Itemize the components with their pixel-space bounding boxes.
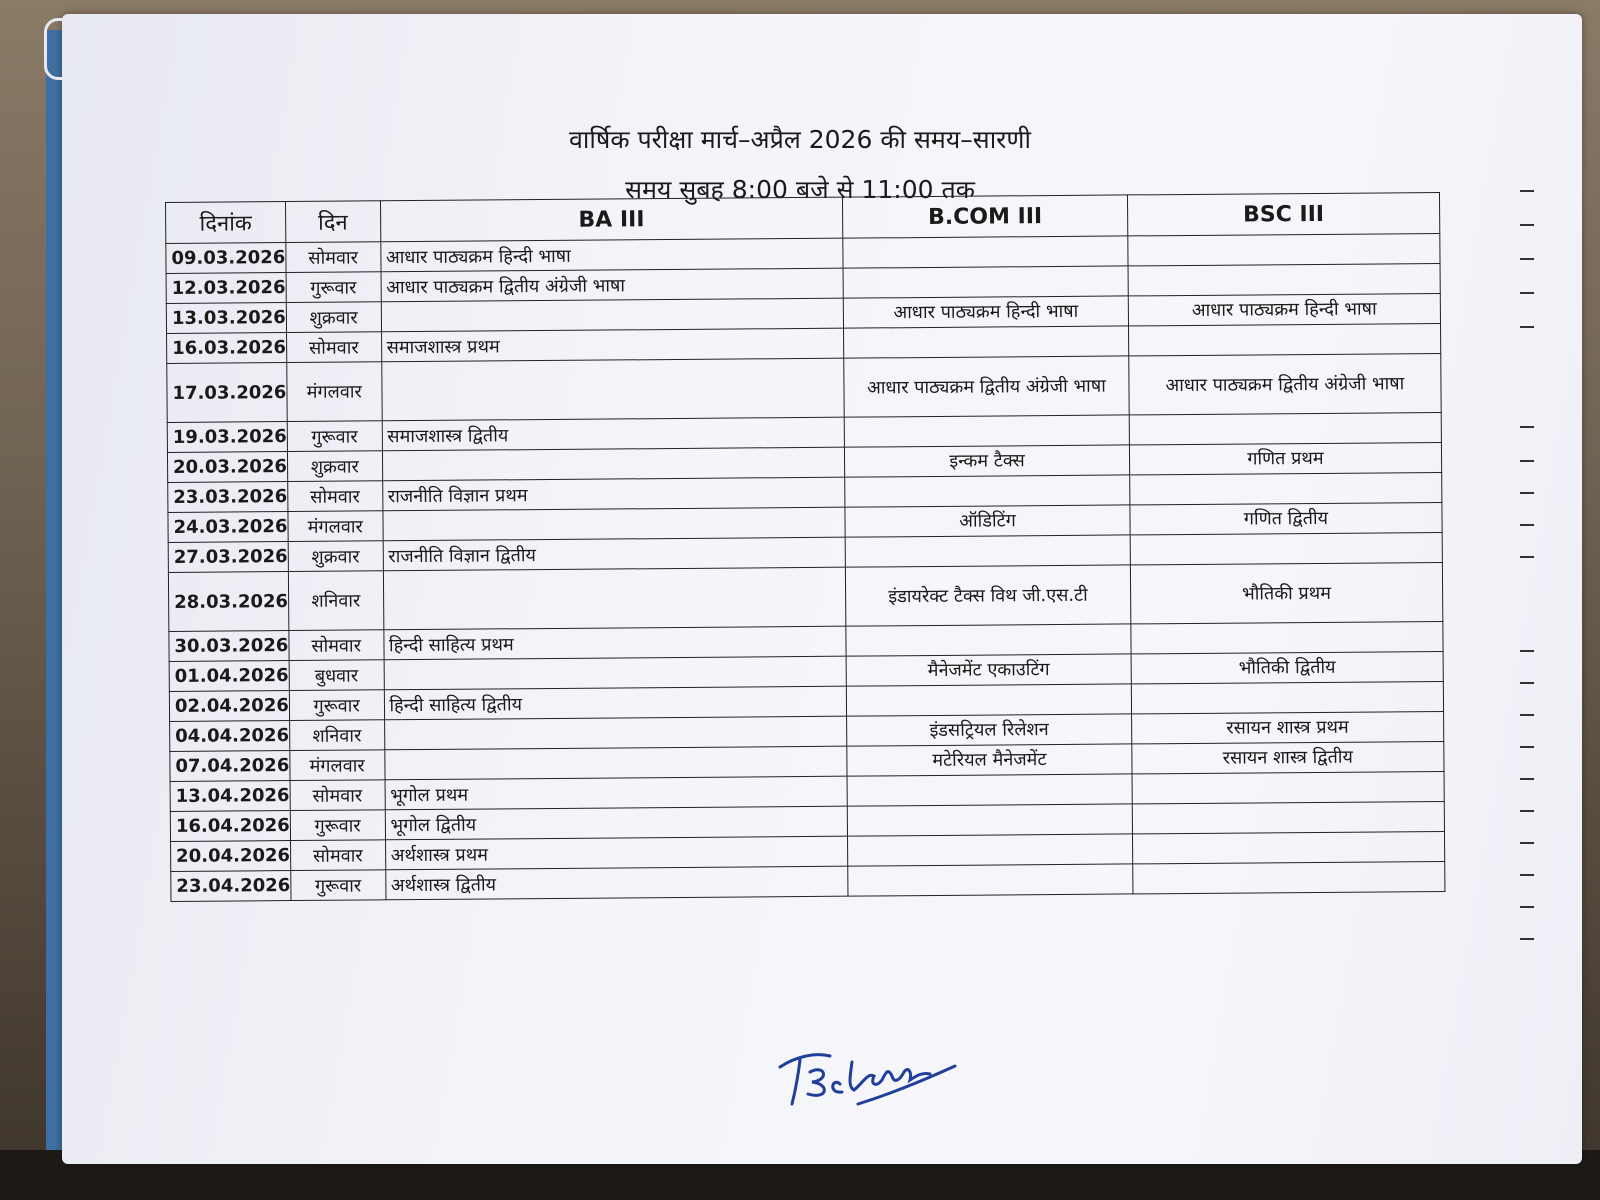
day-cell: सोमवार <box>288 481 383 512</box>
bcom-iii-cell <box>846 624 1131 656</box>
day-cell: गुरूवार <box>289 690 384 721</box>
bcom-iii-cell <box>847 804 1132 836</box>
ba-iii-cell: अर्थशास्त्र प्रथम <box>385 836 848 870</box>
bcom-iii-cell: इंडायरेक्ट टैक्स विथ जी.एस.टी <box>846 565 1131 626</box>
date-cell: 23.04.2026 <box>171 871 291 902</box>
day-cell: गुरूवार <box>286 272 381 303</box>
header-bsc-iii: BSC III <box>1127 192 1439 235</box>
bcom-iii-cell: इंडसट्रियल रिलेशन <box>847 714 1132 746</box>
day-cell: गुरूवार <box>291 870 386 901</box>
day-cell: मंगलवार <box>288 511 383 542</box>
day-cell: शुक्रवार <box>286 302 381 333</box>
bsc-iii-cell <box>1128 263 1440 295</box>
torn-edge-marks <box>1510 180 1550 960</box>
bsc-iii-cell <box>1130 472 1442 504</box>
day-cell: गुरूवार <box>287 421 382 452</box>
date-cell: 30.03.2026 <box>169 631 289 662</box>
exam-timing: समय सुबह 8:00 बजे से 11:00 तक <box>625 175 975 204</box>
bsc-iii-cell <box>1131 621 1443 653</box>
ba-iii-cell: भूगोल प्रथम <box>385 776 848 810</box>
day-cell: शुक्रवार <box>288 541 383 572</box>
date-cell: 07.04.2026 <box>170 751 290 782</box>
date-cell: 28.03.2026 <box>168 572 288 632</box>
date-cell: 17.03.2026 <box>167 363 287 423</box>
exam-schedule-table <box>165 192 1445 902</box>
header-date: दिनांक <box>166 202 286 244</box>
bcom-iii-cell: मटेरियल मैनेजमेंट <box>847 744 1132 776</box>
bcom-iii-cell <box>847 774 1132 806</box>
ba-iii-cell: राजनीति विज्ञान द्वितीय <box>383 537 846 571</box>
bcom-iii-cell <box>844 326 1129 358</box>
date-cell: 13.03.2026 <box>166 303 286 334</box>
day-cell: मंगलवार <box>287 362 382 422</box>
day-cell: सोमवार <box>290 780 385 811</box>
day-cell: शुक्रवार <box>287 451 382 482</box>
day-cell: मंगलवार <box>290 750 385 781</box>
bcom-iii-cell: ऑडिटिंग <box>845 505 1130 537</box>
bsc-iii-cell <box>1128 233 1440 265</box>
table-row <box>168 562 1442 631</box>
ba-iii-cell: समाजशास्त्र प्रथम <box>381 328 844 362</box>
bcom-iii-cell <box>848 864 1133 896</box>
bsc-iii-cell <box>1131 681 1443 713</box>
date-cell: 04.04.2026 <box>170 721 290 752</box>
date-cell: 02.04.2026 <box>169 691 289 722</box>
bcom-iii-cell <box>845 535 1130 567</box>
bsc-iii-cell: भौतिकी द्वितीय <box>1131 651 1443 683</box>
date-cell: 27.03.2026 <box>168 542 288 573</box>
bcom-iii-cell <box>846 684 1131 716</box>
bsc-iii-cell <box>1129 412 1441 444</box>
date-cell: 24.03.2026 <box>168 512 288 543</box>
ba-iii-cell <box>384 656 847 690</box>
day-cell: सोमवार <box>286 242 381 273</box>
bcom-iii-cell: इन्कम टैक्स <box>845 445 1130 477</box>
ba-iii-cell <box>381 358 844 421</box>
bsc-iii-cell <box>1128 323 1440 355</box>
bsc-iii-cell <box>1132 801 1444 833</box>
bsc-iii-cell <box>1130 532 1442 564</box>
bsc-iii-cell: भौतिकी प्रथम <box>1130 562 1443 623</box>
date-cell: 16.04.2026 <box>170 811 290 842</box>
day-cell: शनिवार <box>288 571 383 631</box>
bsc-iii-cell: रसायन शास्त्र द्वितीय <box>1132 741 1444 773</box>
ba-iii-cell: अर्थशास्त्र द्वितीय <box>385 866 848 900</box>
header-ba-iii: BA III <box>380 197 843 242</box>
date-cell: 13.04.2026 <box>170 781 290 812</box>
date-cell: 20.03.2026 <box>167 452 287 483</box>
header-day: दिन <box>285 201 380 243</box>
day-cell: बुधवार <box>289 660 384 691</box>
date-cell: 12.03.2026 <box>166 273 286 304</box>
bsc-iii-cell: गणित द्वितीय <box>1130 502 1442 534</box>
ba-iii-cell: हिन्दी साहित्य प्रथम <box>383 626 846 660</box>
ba-iii-cell: समाजशास्त्र द्वितीय <box>382 417 845 451</box>
date-cell: 16.03.2026 <box>167 333 287 364</box>
date-cell: 20.04.2026 <box>171 841 291 872</box>
ba-iii-cell <box>383 567 846 630</box>
day-cell: शनिवार <box>290 720 385 751</box>
ba-iii-cell <box>384 716 847 750</box>
bcom-iii-cell <box>848 834 1133 866</box>
bcom-iii-cell <box>844 415 1129 447</box>
table-row <box>167 353 1441 422</box>
ba-iii-cell: हिन्दी साहित्य द्वितीय <box>384 686 847 720</box>
ba-iii-cell <box>384 746 847 780</box>
day-cell: सोमवार <box>290 840 385 871</box>
bsc-iii-cell <box>1132 771 1444 803</box>
bsc-iii-cell: आधार पाठ्यक्रम हिन्दी भाषा <box>1128 293 1440 325</box>
ba-iii-cell: भूगोल द्वितीय <box>385 806 848 840</box>
date-cell: 23.03.2026 <box>168 482 288 513</box>
day-cell: गुरूवार <box>290 810 385 841</box>
bsc-iii-cell: गणित प्रथम <box>1129 442 1441 474</box>
bcom-iii-cell <box>843 266 1128 298</box>
bsc-iii-cell <box>1132 831 1444 863</box>
ba-iii-cell: आधार पाठ्यक्रम द्वितीय अंग्रेजी भाषा <box>381 268 844 302</box>
ba-iii-cell <box>382 507 845 541</box>
ba-iii-cell: आधार पाठ्यक्रम हिन्दी भाषा <box>380 238 843 272</box>
date-cell: 19.03.2026 <box>167 422 287 453</box>
binder-ring-icon <box>44 18 76 80</box>
page-title: वार्षिक परीक्षा मार्च–अप्रैल 2026 की समय–सारणी <box>569 125 1031 154</box>
bsc-iii-cell: रसायन शास्त्र प्रथम <box>1131 711 1443 743</box>
bcom-iii-cell <box>845 475 1130 507</box>
day-cell: सोमवार <box>289 630 384 661</box>
bcom-iii-cell: मैनेजमेंट एकाउटिंग <box>846 654 1131 686</box>
ba-iii-cell: राजनीति विज्ञान प्रथम <box>382 477 845 511</box>
bsc-iii-cell: आधार पाठ्यक्रम द्वितीय अंग्रेजी भाषा <box>1129 353 1442 414</box>
ba-iii-cell <box>382 447 845 481</box>
table-body <box>166 233 1445 901</box>
date-cell: 01.04.2026 <box>169 661 289 692</box>
bsc-iii-cell <box>1133 861 1445 893</box>
bcom-iii-cell: आधार पाठ्यक्रम हिन्दी भाषा <box>843 296 1128 328</box>
header-bcom-iii: B.COM III <box>843 195 1128 238</box>
bcom-iii-cell: आधार पाठ्यक्रम द्वितीय अंग्रेजी भाषा <box>844 356 1129 417</box>
bcom-iii-cell <box>843 236 1128 268</box>
signature <box>770 1032 970 1112</box>
day-cell: सोमवार <box>286 332 381 363</box>
ba-iii-cell <box>381 298 844 332</box>
date-cell: 09.03.2026 <box>166 243 286 274</box>
